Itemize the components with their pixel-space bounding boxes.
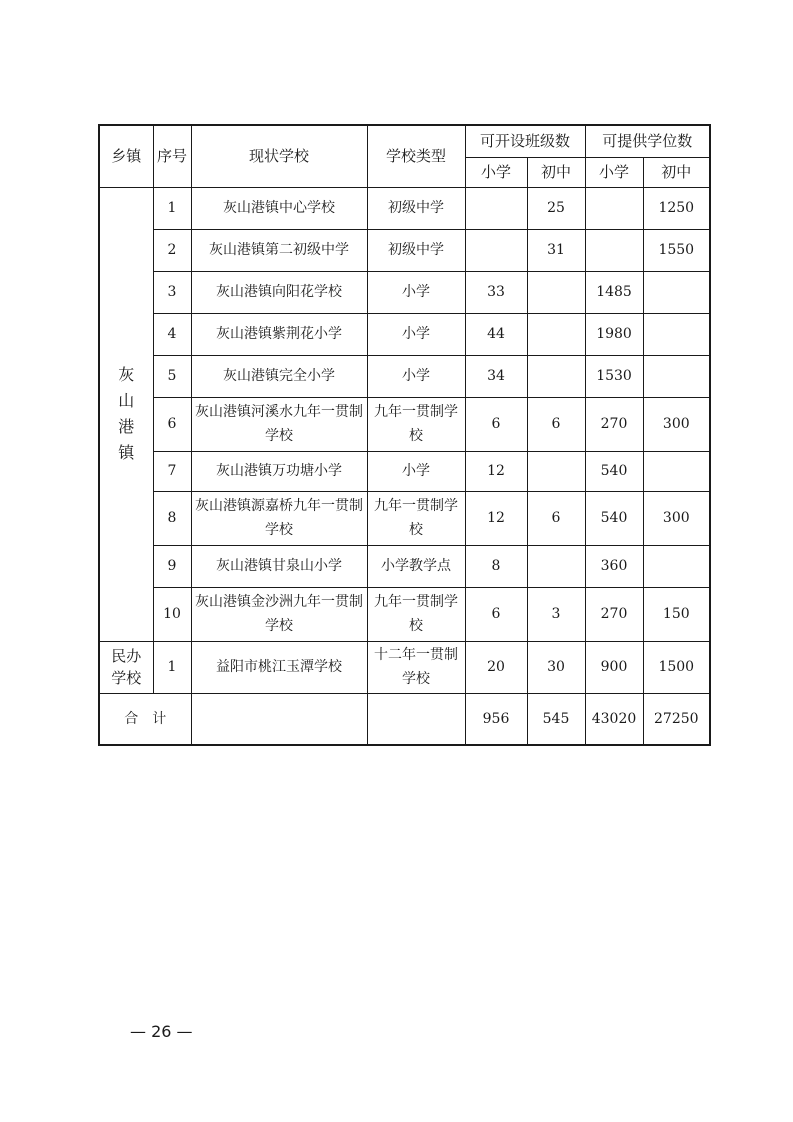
classes-primary-cell [465, 229, 527, 271]
seats-primary-cell: 1980 [585, 313, 643, 355]
header-town: 乡镇 [99, 125, 153, 187]
private-group-cell [99, 641, 153, 693]
header-classes-middle: 初中 [527, 157, 585, 187]
seq-cell: 7 [153, 451, 191, 491]
classes-middle-cell [527, 451, 585, 491]
table-row [99, 271, 710, 313]
town-group-label: 灰山港镇 [118, 365, 135, 462]
seats-primary-cell [585, 229, 643, 271]
type-cell: 九年一贯制学校 [367, 397, 465, 451]
seats-middle-cell: 1500 [643, 641, 710, 693]
total-row [99, 693, 710, 745]
seats-primary-cell: 270 [585, 397, 643, 451]
seats-primary-cell [585, 187, 643, 229]
classes-primary-cell: 6 [465, 587, 527, 641]
classes-middle-cell [527, 545, 585, 587]
seq-cell: 2 [153, 229, 191, 271]
classes-primary-cell [465, 187, 527, 229]
header-school: 现状学校 [191, 125, 367, 187]
header-type: 学校类型 [367, 125, 465, 187]
type-cell: 小学 [367, 355, 465, 397]
classes-middle-cell: 25 [527, 187, 585, 229]
type-cell: 九年一贯制学校 [367, 491, 465, 545]
private-group-label: 民办学校 [111, 647, 142, 687]
seq-cell: 1 [153, 641, 191, 693]
seq-cell: 3 [153, 271, 191, 313]
seats-middle-cell [643, 271, 710, 313]
classes-middle-cell: 31 [527, 229, 585, 271]
total-school-cell [191, 693, 367, 745]
header-classes-group: 可开设班级数 [465, 125, 585, 157]
seats-primary-cell: 1485 [585, 271, 643, 313]
total-type-cell [367, 693, 465, 745]
school-cell: 灰山港镇金沙洲九年一贯制学校 [191, 587, 367, 641]
table-row [99, 641, 710, 693]
seq-cell: 10 [153, 587, 191, 641]
seats-middle-cell [643, 545, 710, 587]
table-row [99, 187, 710, 229]
seats-primary-cell: 1530 [585, 355, 643, 397]
seats-middle-cell: 1250 [643, 187, 710, 229]
header-row-1 [99, 125, 710, 157]
total-label: 合 计 [99, 693, 191, 745]
total-classes-primary: 956 [465, 693, 527, 745]
total-classes-middle: 545 [527, 693, 585, 745]
classes-primary-cell: 34 [465, 355, 527, 397]
header-classes-primary: 小学 [465, 157, 527, 187]
seq-cell: 8 [153, 491, 191, 545]
seats-primary-cell: 360 [585, 545, 643, 587]
seats-primary-cell: 270 [585, 587, 643, 641]
table-row [99, 229, 710, 271]
header-seats-primary: 小学 [585, 157, 643, 187]
header-seats-middle: 初中 [643, 157, 710, 187]
school-cell: 灰山港镇紫荆花小学 [191, 313, 367, 355]
seats-primary-cell: 540 [585, 491, 643, 545]
seats-middle-cell: 300 [643, 491, 710, 545]
classes-middle-cell [527, 313, 585, 355]
school-capacity-table [98, 124, 711, 746]
table-row [99, 491, 710, 545]
seats-middle-cell: 1550 [643, 229, 710, 271]
header-seats-group: 可提供学位数 [585, 125, 710, 157]
classes-primary-cell: 20 [465, 641, 527, 693]
classes-middle-cell: 30 [527, 641, 585, 693]
type-cell: 初级中学 [367, 229, 465, 271]
seq-cell: 5 [153, 355, 191, 397]
classes-middle-cell [527, 271, 585, 313]
table-row [99, 313, 710, 355]
type-cell: 小学 [367, 451, 465, 491]
table-row [99, 451, 710, 491]
seats-middle-cell [643, 355, 710, 397]
seq-cell: 9 [153, 545, 191, 587]
school-cell: 灰山港镇河溪水九年一贯制学校 [191, 397, 367, 451]
type-cell: 十二年一贯制学校 [367, 641, 465, 693]
seats-primary-cell: 540 [585, 451, 643, 491]
school-cell: 灰山港镇万功塘小学 [191, 451, 367, 491]
seats-primary-cell: 900 [585, 641, 643, 693]
classes-middle-cell: 6 [527, 491, 585, 545]
seats-middle-cell: 300 [643, 397, 710, 451]
town-group-cell [99, 187, 153, 641]
header-seq: 序号 [153, 125, 191, 187]
table-row [99, 545, 710, 587]
seq-cell: 4 [153, 313, 191, 355]
seats-middle-cell [643, 451, 710, 491]
school-cell: 灰山港镇中心学校 [191, 187, 367, 229]
classes-primary-cell: 44 [465, 313, 527, 355]
seats-middle-cell [643, 313, 710, 355]
type-cell: 初级中学 [367, 187, 465, 229]
classes-middle-cell: 6 [527, 397, 585, 451]
classes-primary-cell: 12 [465, 491, 527, 545]
total-seats-primary: 43020 [585, 693, 643, 745]
seats-middle-cell: 150 [643, 587, 710, 641]
school-cell: 益阳市桃江玉潭学校 [191, 641, 367, 693]
classes-middle-cell [527, 355, 585, 397]
classes-primary-cell: 12 [465, 451, 527, 491]
school-cell: 灰山港镇第二初级中学 [191, 229, 367, 271]
page-number: — 26 — [130, 1022, 193, 1041]
type-cell: 小学 [367, 271, 465, 313]
school-cell: 灰山港镇向阳花学校 [191, 271, 367, 313]
school-cell: 灰山港镇甘泉山小学 [191, 545, 367, 587]
classes-primary-cell: 8 [465, 545, 527, 587]
school-cell: 灰山港镇完全小学 [191, 355, 367, 397]
classes-primary-cell: 6 [465, 397, 527, 451]
table-row [99, 587, 710, 641]
seq-cell: 1 [153, 187, 191, 229]
seq-cell: 6 [153, 397, 191, 451]
total-seats-middle: 27250 [643, 693, 710, 745]
type-cell: 九年一贯制学校 [367, 587, 465, 641]
type-cell: 小学 [367, 313, 465, 355]
classes-primary-cell: 33 [465, 271, 527, 313]
classes-middle-cell: 3 [527, 587, 585, 641]
school-cell: 灰山港镇源嘉桥九年一贯制学校 [191, 491, 367, 545]
table-row [99, 397, 710, 451]
type-cell: 小学教学点 [367, 545, 465, 587]
table-row [99, 355, 710, 397]
